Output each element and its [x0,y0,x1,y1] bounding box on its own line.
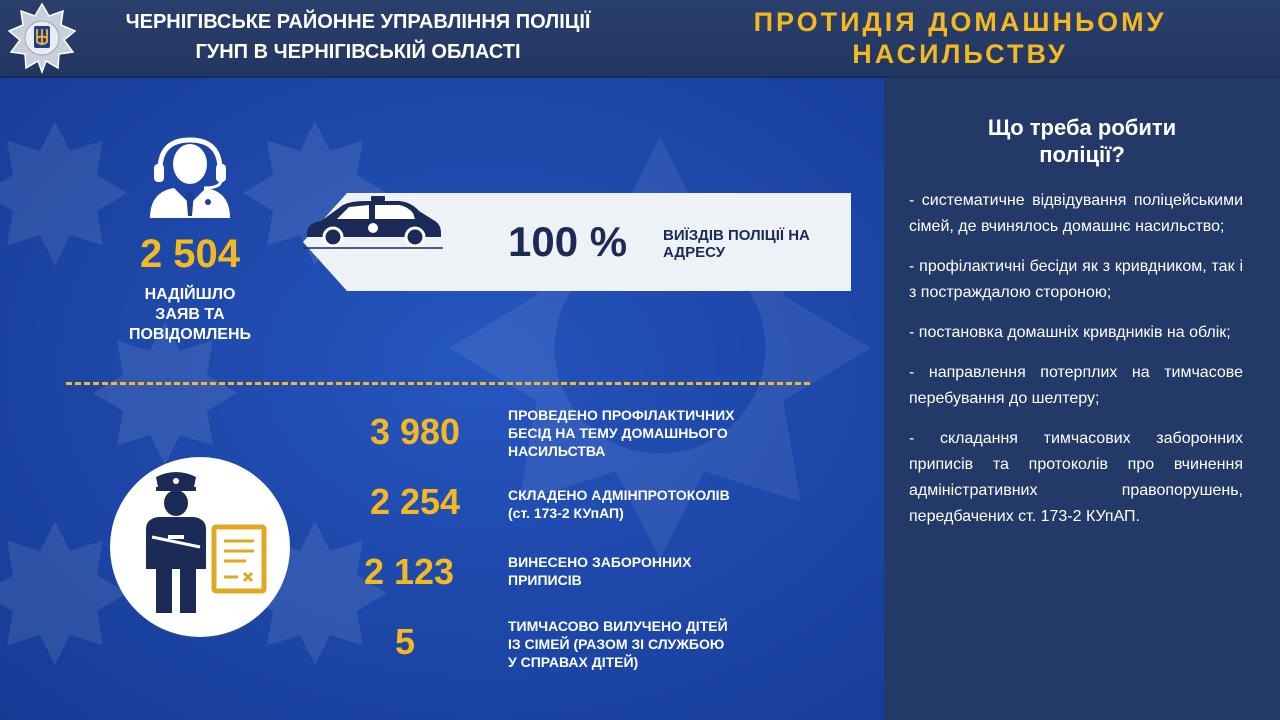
topic-title [700,6,1220,70]
sidebar-title-line: поліції? [1039,142,1125,167]
police-officer-badge [110,457,290,637]
operator-headset-icon [142,130,238,220]
stat-label-line: У СПРАВАХ ДІТЕЙ) [508,654,639,670]
police-officer-document-icon [110,457,290,637]
reports-label-line: ЗАЯВ ТА [155,306,225,323]
reports-total: 2 504 [139,232,241,276]
reports-label [80,285,300,345]
list-item: - профілактичні бесіди як з кривдником, так і з постраждалою стороною; [909,258,1243,301]
stat-label-line: ВИНЕСЕНО ЗАБОРОННИХ [508,554,692,570]
stat-value: 3 980 [369,411,461,452]
list-item: - постановка домашніх кривдників на облік; [909,324,1231,341]
organization-title [78,7,638,67]
police-response-callout [303,193,851,291]
list-item: - направлення потерплих на тимчасове перебування до шелтеру; [909,364,1243,407]
stat-label [508,406,788,460]
stat-label-line: СКЛАДЕНО АДМІНПРОТОКОЛІВ [508,487,730,503]
stat-label-line: БЕСІД НА ТЕМУ ДОМАШНЬОГО [508,425,728,441]
stat-label-line: ПРИПИСІВ [508,572,582,588]
header-bar [0,0,1280,78]
stat-label-line: ТИМЧАСОВО ВИЛУЧЕНО ДІТЕЙ [508,618,728,634]
infographic-panel [0,78,884,720]
response-percent: 100 % [508,218,628,265]
stat-value: 2 254 [369,481,461,522]
list-item: - систематичне відвідування поліцейськими сімей, де вчинялось домашнє насильство; [909,192,1243,235]
stat-label-line: ПРОВЕДЕНО ПРОФІЛАКТИЧНИХ [508,407,735,423]
response-label-line: ВИЇЗДІВ ПОЛІЦІЇ НА [663,227,810,244]
stat-label-line: НАСИЛЬСТВА [508,443,606,459]
stat-label-line: (ст. 173-2 КУпАП) [508,505,624,521]
stat-label [508,617,788,671]
reports-label-line: НАДІЙШЛО [144,286,236,303]
police-star-trident-icon [6,2,78,74]
stat-label [508,486,788,522]
stat-label-line: ІЗ СІМЕЙ (РАЗОМ ЗІ СЛУЖБОЮ [508,636,725,652]
sidebar-title-line: Що треба робити [987,115,1177,140]
stat-value: 5 [394,621,416,662]
topic-line-1: ПРОТИДІЯ ДОМАШНЬОМУ [753,7,1167,37]
sidebar-list [909,188,1243,544]
topic-line-2: НАСИЛЬСТВУ [852,39,1068,69]
list-item: - складання тимчасових заборонних приписів та протоколів про вчинення адміністративних правопорушень, передбачених ст. 173-2 КУпАП. [909,430,1243,525]
response-percent-label [663,227,810,261]
police-actions-sidebar [884,78,1280,720]
response-label-line: АДРЕСУ [663,244,726,261]
stat-label [508,553,788,589]
dashed-divider [66,382,810,385]
stat-value: 2 123 [363,551,455,592]
sidebar-title [884,114,1280,168]
reports-label-line: ПОВІДОМЛЕНЬ [128,326,252,343]
organization-line-1: ЧЕРНІГІВСЬКЕ РАЙОННЕ УПРАВЛІННЯ ПОЛІЦІЇ [125,11,591,33]
organization-line-2: ГУНП В ЧЕРНІГІВСЬКІЙ ОБЛАСТІ [195,41,521,63]
police-car-icon [303,193,443,249]
